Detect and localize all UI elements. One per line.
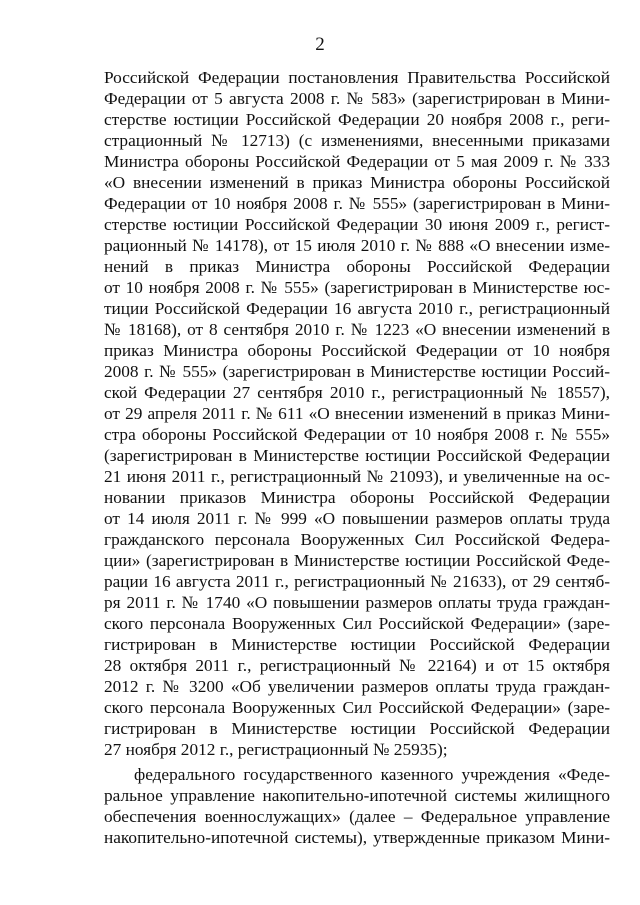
text-line: 21 июня 2011 г., регистрационный № 21093), и увеличенные на ос-	[104, 467, 610, 486]
text-line: тиции Российской Федерации 16 августа 2010 г., регистрационный	[104, 299, 610, 318]
text-line: 27 ноября 2012 г., регистрационный № 25935);	[104, 740, 448, 759]
text-line: от 10 ноября 2008 г. № 555» (зарегистрирован в Министерстве юс-	[104, 278, 610, 297]
text-line: обеспечения военнослужащих» (далее – Федеральное управление	[104, 807, 610, 826]
page-number: 2	[315, 34, 325, 55]
text-line: от 14 июля 2011 г. № 999 «О повышении размеров оплаты труда	[104, 509, 610, 528]
text-line: рации 16 августа 2011 г., регистрационный № 21633), от 29 сентяб-	[104, 572, 610, 591]
text-line: накопительно-ипотечной системы), утвержденные приказом Мини-	[104, 828, 610, 847]
text-line: Федерации от 5 августа 2008 г. № 583» (зарегистрирован в Мини-	[104, 89, 610, 108]
text-line: ря 2011 г. № 1740 «О повышении размеров оплаты труда граждан-	[104, 593, 610, 612]
text-line: новании приказов Министра обороны Российской Федерации	[104, 488, 610, 507]
text-line: ской Федерации 27 сентября 2010 г., регистрационный № 18557),	[104, 383, 610, 402]
text-line: стерстве юстиции Российской Федерации 20 ноября 2008 г., реги-	[104, 110, 610, 129]
text-line: ральное управление накопительно-ипотечной системы жилищного	[104, 786, 610, 805]
text-line: Министра обороны Российской Федерации от 5 мая 2009 г. № 333	[104, 152, 610, 171]
text-line: приказ Министра обороны Российской Федерации от 10 ноября	[104, 341, 610, 360]
text-line: нений в приказ Министра обороны Российской Федерации	[104, 257, 610, 276]
text-line: стерстве юстиции Российской Федерации 30 июня 2009 г., регист-	[104, 215, 610, 234]
text-line: Федерации от 10 ноября 2008 г. № 555» (зарегистрирован в Мини-	[104, 194, 610, 213]
text-line: гистрирован в Министерстве юстиции Российской Федерации	[104, 635, 610, 654]
text-line: страционный № 12713) (с изменениями, внесенными приказами	[104, 131, 610, 150]
text-line: 2012 г. № 3200 «Об увеличении размеров оплаты труда граждан-	[104, 677, 610, 696]
text-line: гистрирован в Министерстве юстиции Российской Федерации	[104, 719, 610, 738]
text-line: ции» (зарегистрирован в Министерстве юстиции Российской Феде-	[104, 551, 610, 570]
text-line: «О внесении изменений в приказ Министра обороны Российской	[104, 173, 610, 192]
text-line: рационный № 14178), от 15 июля 2010 г. № 888 «О внесении изме-	[104, 236, 610, 255]
text-line: ского персонала Вооруженных Сил Российской Федерации» (заре-	[104, 698, 610, 717]
text-line: от 29 апреля 2011 г. № 611 «О внесении изменений в приказ Мини-	[104, 404, 610, 423]
text-line: № 18168), от 8 сентября 2010 г. № 1223 «О внесении изменений в	[104, 320, 610, 339]
text-line: 28 октября 2011 г., регистрационный № 22164) и от 15 октября	[104, 656, 610, 675]
text-line: стра обороны Российской Федерации от 10 ноября 2008 г. № 555»	[104, 425, 610, 444]
document-body	[104, 67, 610, 848]
text-line: гражданского персонала Вооруженных Сил Российской Федера-	[104, 530, 610, 549]
paragraph-1	[104, 67, 610, 760]
paragraph-2	[104, 764, 610, 848]
text-line: ского персонала Вооруженных Сил Российской Федерации» (заре-	[104, 614, 610, 633]
text-line: Российской Федерации постановления Правительства Российской	[104, 68, 610, 87]
text-line: (зарегистрирован в Министерстве юстиции Российской Федерации	[104, 446, 610, 465]
text-line: 2008 г. № 555» (зарегистрирован в Министерстве юстиции Россий-	[104, 362, 610, 381]
text-line: федерального государственного казенного учреждения «Феде-	[134, 765, 610, 784]
